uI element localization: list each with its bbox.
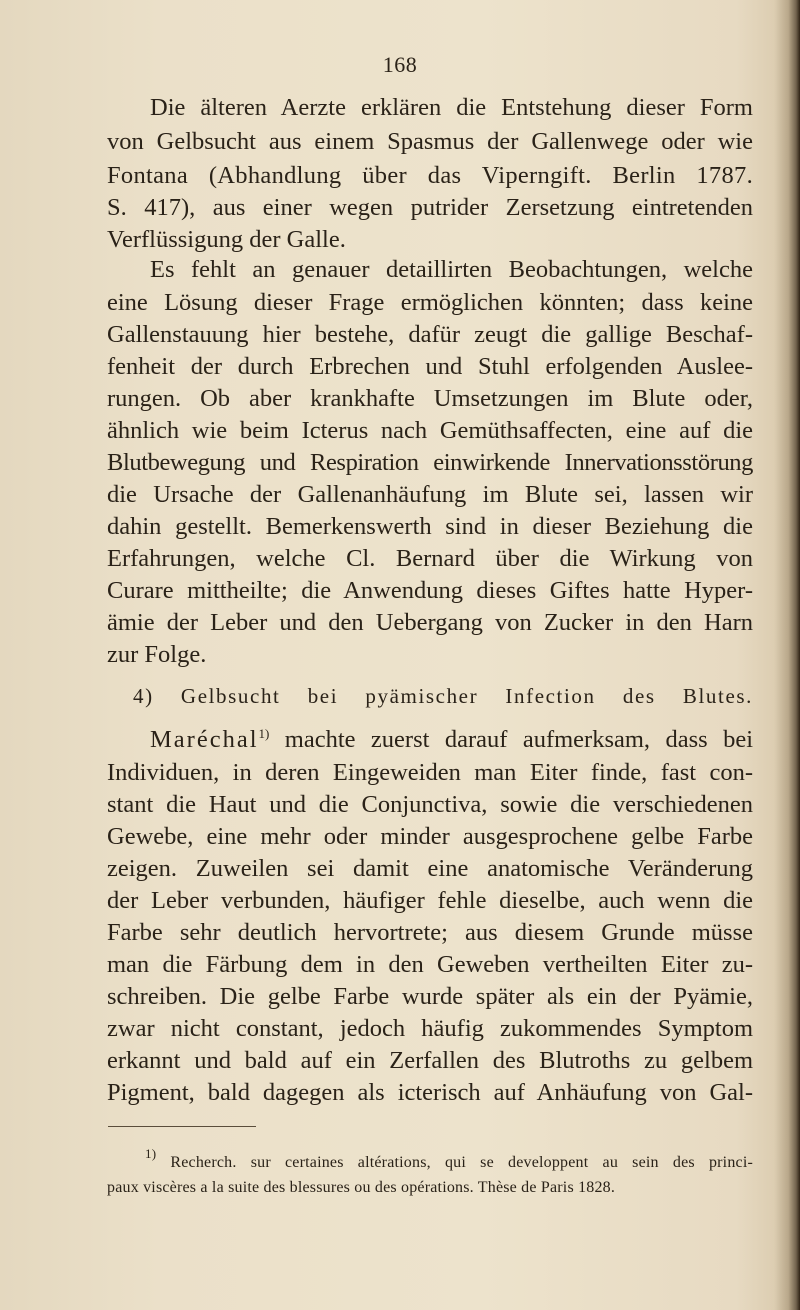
paragraph-1-line-3: Fontana (Abhandlung über das Viperngift. Berlin 1787. xyxy=(107,162,753,189)
paragraph-2-line-2: eine Lösung dieser Frage ermöglichen könnten; dass keine xyxy=(107,289,753,316)
section-paragraph-line-8: man die Färbung dem in den Geweben vertheilten Eiter zu- xyxy=(107,951,753,978)
paragraph-1-line-5: Verflüssigung der Galle. xyxy=(107,226,346,253)
paragraph-2-line-3: Gallenstauung hier bestehe, dafür zeugt die gallige Beschaf- xyxy=(107,321,753,348)
paragraph-2-line-13: zur Folge. xyxy=(107,641,207,668)
section-paragraph-line-12: Pigment, bald dagegen als icterisch auf Anhäufung von Gal- xyxy=(107,1079,753,1106)
section-paragraph-line-10: zwar nicht constant, jedoch häufig zukommendes Symptom xyxy=(107,1015,753,1042)
paragraph-2-line-11: Curare mittheilte; die Anwendung dieses Giftes hatte Hyper- xyxy=(107,577,753,604)
paragraph-1-line-1: Die älteren Aerzte erklären die Entstehung dieser Form xyxy=(150,94,753,121)
footnote-reference: 1) xyxy=(258,726,270,741)
paragraph-2-line-1: Es fehlt an genauer detaillirten Beobachtungen, welche xyxy=(150,256,753,283)
paragraph-2-line-12: ämie der Leber und den Uebergang von Zucker in den Harn xyxy=(107,609,753,636)
paragraph-2-line-5: rungen. Ob aber krankhafte Umsetzungen im Blute oder, xyxy=(107,385,753,412)
page-number: 168 xyxy=(382,52,418,77)
section-paragraph-line-3: stant die Haut und die Conjunctiva, sowie die verschiedenen xyxy=(107,791,753,818)
section-paragraph-line-11: erkannt und bald auf ein Zerfallen des Blutroths zu gelbem xyxy=(107,1047,753,1074)
paragraph-1-line-4: S. 417), aus einer wegen putrider Zersetzung eintretenden xyxy=(107,194,753,221)
section-paragraph-line-6: der Leber verbunden, häufiger fehle dieselbe, auch wenn die xyxy=(107,887,753,914)
section-paragraph-line-4: Gewebe, eine mehr oder minder ausgesprochene gelbe Farbe xyxy=(107,823,753,850)
page-edge-shadow xyxy=(774,0,800,1310)
section-paragraph-line-7: Farbe sehr deutlich hervortrete; aus diesem Grunde müsse xyxy=(107,919,753,946)
footnote-text-1: Recherch. sur certaines altérations, qui se developpent au sein des princi- xyxy=(170,1154,753,1171)
paragraph-2-line-8: die Ursache der Gallenanhäufung im Blute sei, lassen wir xyxy=(107,481,753,508)
paragraph-2-line-7: Blutbewegung und Respiration einwirkende Innervationsstörung xyxy=(107,449,753,476)
author-name: Maréchal xyxy=(150,726,259,753)
footnote-rule xyxy=(108,1126,256,1127)
footnote-line-2: paux viscères a la suite des blessures ou des opérations. Thèse de Paris 1828. xyxy=(107,1179,616,1196)
section-paragraph-line-1-text: machte zuerst darauf aufmerksam, dass bei xyxy=(284,726,754,753)
paragraph-2-line-9: dahin gestellt. Bemerkenswerth sind in dieser Beziehung die xyxy=(107,513,753,540)
section-paragraph-line-2: Individuen, in deren Eingeweiden man Eiter finde, fast con- xyxy=(107,759,753,786)
paragraph-2-line-4: fenheit der durch Erbrechen und Stuhl erfolgenden Auslee- xyxy=(107,353,753,380)
paragraph-1-line-2: von Gelbsucht aus einem Spasmus der Gallenwege oder wie xyxy=(107,128,753,155)
paragraph-2-line-10: Erfahrungen, welche Cl. Bernard über die Wirkung von xyxy=(107,545,753,572)
section-paragraph-line-5: zeigen. Zuweilen sei damit eine anatomische Veränderung xyxy=(107,855,753,882)
section-heading: 4) Gelbsucht bei pyämischer Infection des Blutes. xyxy=(133,684,753,708)
section-paragraph-line-1 xyxy=(150,724,753,756)
paragraph-2-line-6: ähnlich wie beim Icterus nach Gemüthsaffecten, eine auf die xyxy=(107,417,753,444)
footnote-line-1 xyxy=(145,1146,753,1174)
footnote-marker: 1) xyxy=(145,1146,157,1161)
section-paragraph-line-9: schreiben. Die gelbe Farbe wurde später als ein der Pyämie, xyxy=(107,983,753,1010)
